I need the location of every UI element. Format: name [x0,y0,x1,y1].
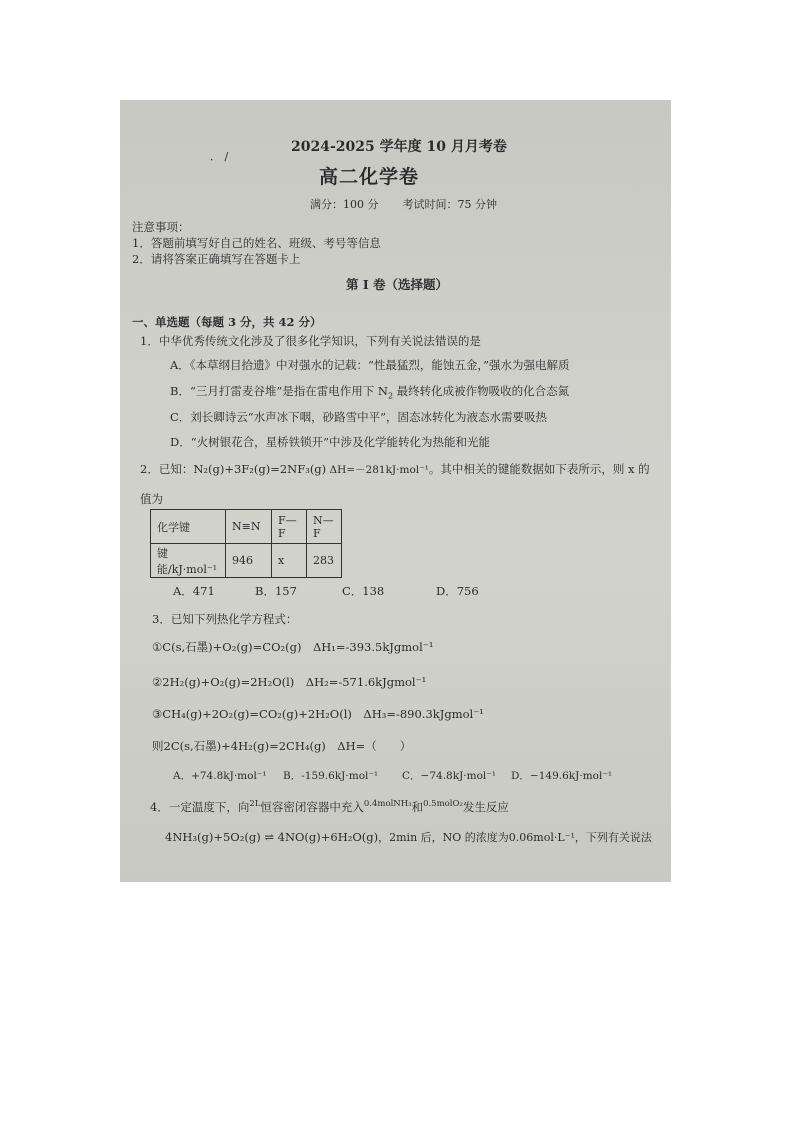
part-heading: 一、单选题（每题 3 分，共 42 分） [132,315,322,329]
q3-equation-1: ①C(s,石墨)+O₂(g)=CO₂(g) ΔH₁=-393.5kJgmol⁻¹ [152,640,434,654]
q1-option-d: D．“火树银花合，星桥铁锁开”中涉及化学能转化为热能和光能 [170,435,490,449]
table-header-cell: 化学键 [151,510,226,544]
exam-photo [120,100,671,882]
q2-stem-pre: 2．已知： [140,462,194,476]
q2-equation: N₂(g)+3F₂(g)=2NF₃(g) [193,462,327,476]
q2-stem-post: 。其中相关的键能数据如下表所示，则 x 的 [428,462,650,476]
q3-stem: 3．已知下列热化学方程式： [152,612,298,626]
exam-time: 考试时间：75 分钟 [402,198,497,211]
q1-option-a: A．《本草纲目拾遗》中对强水的记载：“性最猛烈，能蚀五金，”强水为强电解质 [170,358,570,372]
q3-option-c: C．−74.8kJ·mol⁻¹ [402,770,497,782]
exam-meta [310,198,497,212]
q1-option-b-pre: B．“三月打雷麦谷堆”是指在雷电作用下 N [170,384,388,398]
q2-option-d: D．756 [436,584,479,598]
bond-energy-table [150,509,342,578]
q2-option-c: C．138 [342,584,385,598]
exam-year-title: 2024-2025 学年度 10 月月考卷 [291,139,507,155]
table-header-cell: N—F [307,510,342,544]
pen-marks: ． / [210,150,229,163]
q4-post: ，2min 后，NO 的浓度为0.06mol·L⁻¹，下列有关说法 [378,831,652,844]
table-cell: 键能/kJ·mol⁻¹ [151,544,226,578]
q4-nh3: 0.4molNH₃ [363,799,412,809]
q4-stem-post: 发生反应 [462,800,509,814]
section-title: 第 I 卷（选择题） [346,277,449,292]
q1-option-b-post: 最终转化成被作物吸收的化合态氮 [393,384,570,398]
q4-equation-line [165,830,652,845]
table-row [151,510,342,544]
q3-option-a: A．+74.8kJ·mol⁻¹ [173,770,267,782]
notice-heading: 注意事项： [132,220,190,234]
q4-stem-mid: 恒容密闭容器中充入 [260,800,364,814]
q4-and: 和 [411,800,424,814]
q1-stem: 1．中华优秀传统文化涉及了很多化学知识，下列有关说法错误的是 [140,334,481,348]
q4-equation: 4NH₃(g)+5O₂(g) ⇌ 4NO(g)+6H₂O(g) [165,830,379,844]
q3-option-d: D．−149.6kJ·mol⁻¹ [511,770,613,782]
table-row [151,544,342,578]
q3-option-b: B．-159.6kJ·mol⁻¹ [283,770,379,782]
q2-stem-line2: 值为 [140,492,163,506]
notice-item-1: 1．答题前填写好自己的姓名、班级、考号等信息 [132,236,381,250]
exam-main-title: 高二化学卷 [319,166,420,188]
q2-dh: ΔH=－281kJ·mol⁻¹ [326,464,429,476]
notice-item-2: 2．请将答案正确填写在答题卡上 [132,252,301,266]
q3-question: 则2C(s,石墨)+4H₂(g)=2CH₄(g) ΔH=（ ） [152,739,412,753]
q2-option-a: A．471 [173,584,215,598]
table-header-cell: N≡N [226,510,272,544]
q4-o2: 0.5molO₂ [423,799,463,809]
q2-option-b: B．157 [255,584,297,598]
table-cell: 283 [307,544,342,578]
table-cell: x [272,544,307,578]
table-header-cell: F—F [272,510,307,544]
q4-stem-pre: 4．一定温度下，向 [150,800,250,814]
q4-volume: 2L [249,799,261,809]
q1-option-c: C．刘长卿诗云“水声冰下咽，砂路雪中平”，固态冰转化为液态水需要吸热 [170,410,548,424]
q2-stem [140,462,650,477]
table-cell: 946 [226,544,272,578]
q1-option-b-sub: 2 [387,391,394,401]
q3-equation-3: ③CH₄(g)+2O₂(g)=CO₂(g)+2H₂O(l) ΔH₃=-890.3kJgmol⁻¹ [152,707,484,721]
q4-stem [150,800,509,816]
q1-option-b [170,384,569,403]
full-score: 满分：100 分 [310,198,379,211]
q3-equation-2: ②2H₂(g)+O₂(g)=2H₂O(l) ΔH₂=-571.6kJgmol⁻¹ [152,675,427,689]
